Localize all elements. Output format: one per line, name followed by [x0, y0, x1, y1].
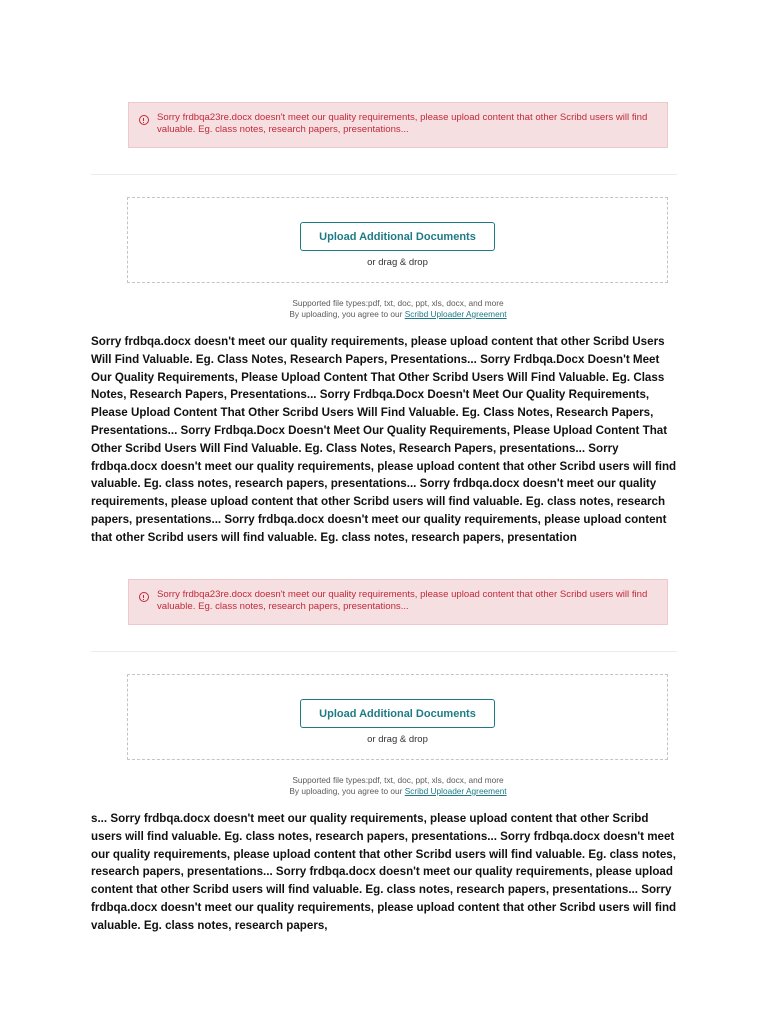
upload-additional-documents-button[interactable]: Upload Additional Documents [300, 222, 495, 251]
divider [91, 651, 677, 652]
drag-drop-hint: or drag & drop [367, 257, 428, 268]
exclamation-circle-icon [139, 592, 149, 602]
drag-drop-hint: or drag & drop [367, 734, 428, 745]
supported-file-types: Supported file types:pdf, txt, doc, ppt, xls, docx, and more [292, 298, 504, 308]
uploader-agreement-link[interactable]: Scribd Uploader Agreement [404, 309, 507, 319]
quality-error-alert [128, 579, 668, 625]
agreement-prefix: By uploading, you agree to our [289, 786, 405, 796]
alert-message: Sorry frdbqa23re.docx doesn't meet our quality requirements, please upload content that other Scribd users will find valuable. Eg. class notes, research papers, presentations... [157, 589, 648, 612]
uploader-agreement-line [128, 309, 668, 320]
uploader-agreement-link[interactable]: Scribd Uploader Agreement [404, 786, 507, 796]
document-paragraph: Sorry frdbqa.docx doesn't meet our quality requirements, please upload content that other Scribd Users Will Find Valuable. Eg. Class Notes, Research Papers, Presentations... Sorry Frdbqa.Docx Doesn't Meet Our Quality Requirements, Please Upload Content That Other Scribd Users Will Find Valuable. Eg. Class Notes, Research Papers, Presentations... Sorry Frdbqa.Docx Doesn't Meet Our Quality Requirements, Please Upload Content That Other Scribd Users Will Find Valuable. Eg. Class Notes, Research Papers, Presentations... Sorry Frdbqa.Docx Doesn't Meet Our Quality Requirements, Please Upload Content That Other Scribd Users Will Find Valuable. Eg. Class Notes, Research Papers, presentations... Sorry frdbqa.docx doesn't meet our quality requirements, please upload content that other Scribd users will find valuable. Eg. class notes, research papers, presentations... Sorry frdbqa.docx doesn't meet our quality requirements, please upload content that other Scribd users will find valuable. Eg. class notes, research papers, presentations... Sorry frdbqa.docx doesn't meet our quality requirements, please upload content that other Scribd users will find valuable. Eg. class notes, research papers, presentation [91, 335, 677, 544]
upload-additional-documents-button[interactable]: Upload Additional Documents [300, 699, 495, 728]
uploader-agreement-line [128, 786, 668, 797]
upload-dropzone[interactable] [127, 674, 668, 760]
upload-dropzone[interactable] [127, 197, 668, 283]
document-paragraph: s... Sorry frdbqa.docx doesn't meet our quality requirements, please upload content that other Scribd users will find valuable. Eg. class notes, research papers, presentations... Sorry frdbqa.docx doesn't meet our quality requirements, please upload content that other Scribd users will find valuable. Eg. class notes, research papers, presentations... Sorry frdbqa.docx doesn't meet our quality requirements, please upload content that other Scribd users will find valuable. Eg. class notes, research papers, presentations... Sorry frdbqa.docx doesn't meet our quality requirements, please upload content that other Scribd users will find valuable. Eg. class notes, research papers, [91, 812, 677, 932]
exclamation-circle-icon [139, 115, 149, 125]
quality-error-alert [128, 102, 668, 148]
divider [91, 174, 677, 175]
alert-message: Sorry frdbqa23re.docx doesn't meet our quality requirements, please upload content that other Scribd users will find valuable. Eg. class notes, research papers, presentations... [157, 112, 648, 135]
supported-file-types: Supported file types:pdf, txt, doc, ppt, xls, docx, and more [292, 775, 504, 785]
upload-info [128, 298, 668, 320]
agreement-prefix: By uploading, you agree to our [289, 309, 405, 319]
upload-info [128, 775, 668, 797]
